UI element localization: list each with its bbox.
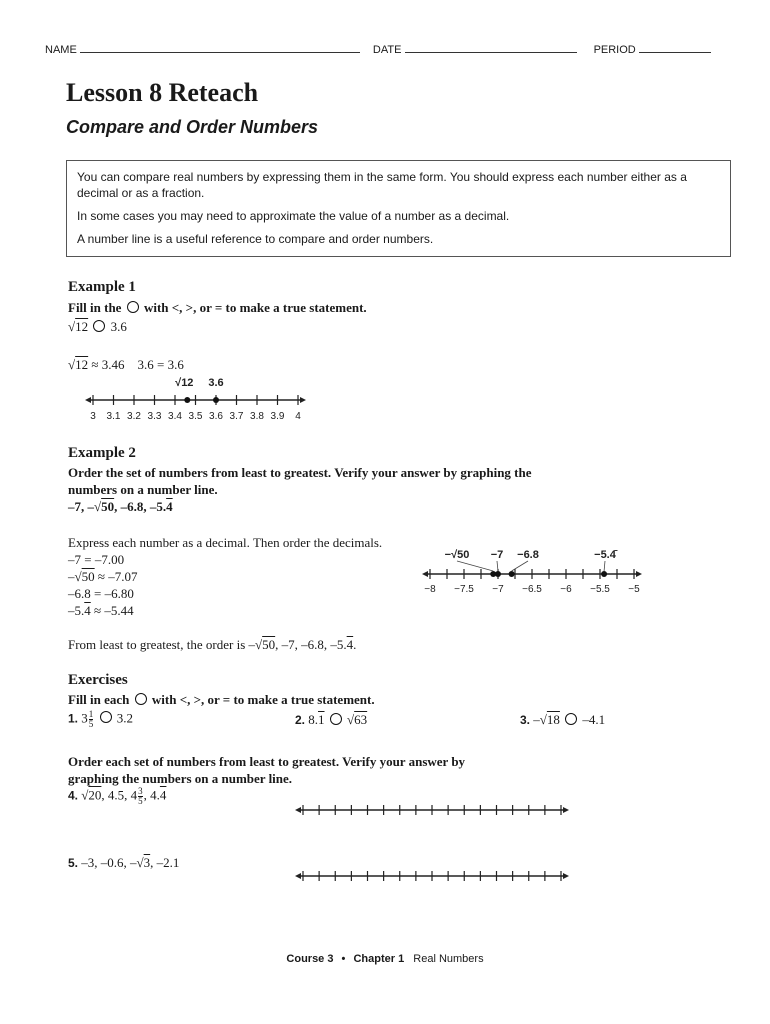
leader-line bbox=[497, 561, 498, 571]
tick-label: −8 bbox=[424, 584, 436, 595]
tick-label: −7 bbox=[492, 584, 504, 595]
exercise-1: 1. 3 $\frac{1}{5}$ 3.2 bbox=[68, 709, 134, 729]
arrow-left-icon bbox=[422, 571, 428, 577]
leader-line bbox=[457, 561, 493, 571]
point-label-0: −√50 bbox=[444, 549, 470, 561]
tick-label: −7.5 bbox=[454, 584, 474, 595]
exercise-2: 2. 8.1 √63 bbox=[295, 712, 368, 727]
arrow-right-icon bbox=[636, 571, 642, 577]
point-2 bbox=[509, 571, 515, 577]
example2-instructions: Order the set of numbers from least to greatest. Verify your answer by graphing the numbers on a number line. bbox=[68, 465, 532, 497]
date-field[interactable] bbox=[405, 52, 577, 53]
page-footer: Course 3 • Chapter 1 Real Numbers bbox=[286, 953, 484, 965]
example2-work: Express each number as a decimal. Then order the decimals. –7 = –7.00 –√50 ≈ –7.07 –6.8 = –6.80 –5.4 ≈ –5.44 bbox=[68, 535, 383, 618]
info-box bbox=[66, 160, 731, 257]
example2-heading: Example 2 bbox=[68, 445, 136, 461]
student-info-header bbox=[45, 44, 735, 56]
exercise-4-number-line[interactable] bbox=[293, 800, 573, 820]
tick-label: 3.9 bbox=[270, 411, 285, 422]
arrow-left-icon bbox=[85, 397, 91, 403]
exercises-instructions: Fill in each with <, >, or = to make a true statement. bbox=[68, 692, 375, 707]
name-field[interactable] bbox=[80, 52, 360, 53]
tick-label: −5 bbox=[628, 584, 640, 595]
arrow-right-icon bbox=[563, 807, 569, 813]
point-sqrt12 bbox=[184, 397, 190, 403]
example1-work: √12 ≈ 3.46 3.6 = 3.6 bbox=[68, 357, 184, 372]
example1-heading: Example 1 bbox=[68, 279, 136, 295]
period-label: PERIOD bbox=[593, 44, 636, 56]
info-paragraph-2: In some cases you may need to approximate the value of a number as a decimal. bbox=[77, 209, 510, 223]
circle-blank-icon bbox=[127, 301, 139, 313]
arrow-right-icon bbox=[300, 397, 306, 403]
tick-label: 3.4 bbox=[168, 411, 182, 422]
example2-number-line bbox=[415, 544, 660, 600]
point-1 bbox=[495, 571, 501, 577]
tick-label: 3.6 bbox=[209, 411, 223, 422]
tick-label: 4 bbox=[295, 411, 301, 422]
example1-number-line bbox=[78, 373, 318, 425]
order-instructions: Order each set of numbers from least to greatest. Verify your answer by graphing the numbers on a number line. bbox=[68, 754, 466, 786]
circle-blank-icon bbox=[93, 320, 105, 332]
exercise-3: 3. –√18 –4.1 bbox=[520, 712, 606, 727]
circle-blank-icon bbox=[135, 693, 147, 705]
tick-label: 3.2 bbox=[127, 411, 141, 422]
tick-label: 3.7 bbox=[229, 411, 244, 422]
point-3-6 bbox=[213, 397, 219, 403]
example1-instructions: Fill in the with <, >, or = to make a true statement. bbox=[68, 300, 367, 315]
arrow-left-icon bbox=[295, 873, 301, 879]
name-label: NAME bbox=[45, 44, 77, 56]
point-3 bbox=[601, 571, 607, 577]
date-label: DATE bbox=[372, 44, 402, 56]
leader-line bbox=[512, 561, 528, 571]
exercise-5: 5. –3, –0.6, –√3, –2.1 bbox=[68, 855, 180, 870]
point-label-1: −7 bbox=[490, 549, 504, 561]
point-label-3: −5.4̄ bbox=[594, 549, 616, 561]
tick-label: 3.8 bbox=[250, 411, 264, 422]
page-subtitle: Compare and Order Numbers bbox=[66, 117, 319, 137]
example1-problem: √12 3.6 bbox=[68, 319, 127, 334]
tick-label: 3.3 bbox=[147, 411, 162, 422]
answer-circle[interactable] bbox=[100, 711, 112, 723]
exercises-heading: Exercises bbox=[68, 672, 128, 688]
tick-label: 3.5 bbox=[188, 411, 203, 422]
arrow-left-icon bbox=[295, 807, 301, 813]
arrow-right-icon bbox=[563, 873, 569, 879]
tick-label: −6 bbox=[560, 584, 572, 595]
tick-label: 3 bbox=[90, 411, 96, 422]
page-title: Lesson 8 Reteach bbox=[66, 78, 259, 107]
point-label-2: −6.8 bbox=[517, 549, 539, 561]
info-paragraph-1: You can compare real numbers by expressing them in the same form. You should express each number either as a decimal or as a fraction. bbox=[77, 170, 687, 200]
example2-set: –7, –√50, –6.8, –5.4 bbox=[68, 499, 173, 514]
answer-circle[interactable] bbox=[565, 713, 577, 725]
info-paragraph-3: A number line is a useful reference to compare and order numbers. bbox=[77, 232, 434, 246]
example2-conclusion: From least to greatest, the order is –√50, –7, –6.8, –5.4. bbox=[68, 637, 357, 652]
leader-line bbox=[604, 561, 605, 571]
exercise-5-number-line[interactable] bbox=[293, 866, 573, 886]
answer-circle[interactable] bbox=[330, 713, 342, 725]
point-label-sqrt12: √12 bbox=[175, 377, 194, 389]
tick-label: −6.5 bbox=[522, 584, 542, 595]
exercise-4: 4. √20, 4.5, 4 $\frac{3}{5}$ , 4.4 bbox=[68, 786, 167, 806]
point-label-3-6: 3.6 bbox=[208, 377, 224, 389]
tick-label: −5.5 bbox=[590, 584, 610, 595]
period-field[interactable] bbox=[639, 52, 711, 53]
tick-label: 3.1 bbox=[106, 411, 121, 422]
